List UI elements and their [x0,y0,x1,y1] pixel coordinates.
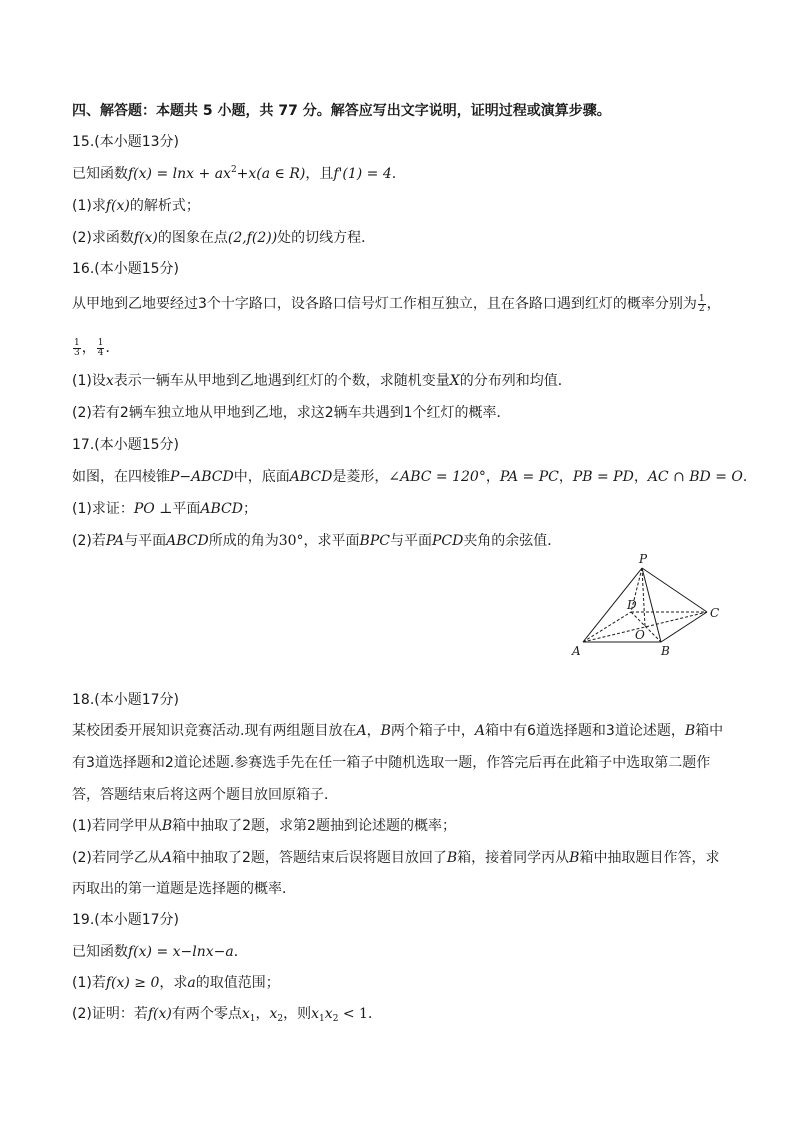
q16-header: 16.(本小题15分) [72,261,180,277]
q17-part1: (1)求证：PO ⊥平面ABCD； [72,501,257,517]
q15-stem: 已知函数$f(x) = \ln x + ax^2+x(a$ ∈ R)，且f'(1) = 4. [72,165,397,182]
q16-part1: (1)设x表示一辆车从甲地到乙地遇到红灯的个数，求随机变量X的分布列和均值． [72,373,572,389]
q18-part2: (2)若同学乙从A箱中抽取了2题，答题结束后误将题目放回了B箱，接着同学丙从B箱中抽取题目作答，求 [72,850,720,866]
q19-part1: (1)若f(x) ≥ 0，求a的取值范围； [72,975,280,991]
q19-part2: (2)证明：若f(x)有两个零点$x_1$，$x_2$，则$x_1x_2 < 1$． [72,1006,382,1024]
vertex-label-C: C [710,606,720,620]
q15-part2: (2)求函数f(x)的图象在点(2,f(2))处的切线方程． [72,230,376,246]
q18-part1: (1)若同学甲从B箱中抽取了2题，求第2题抽到论述题的概率； [72,818,456,834]
vertex-label-A: A [572,644,581,658]
q19-stem: 已知函数f(x) = x−lnx−a． [72,944,248,960]
q16-stem-cont: $\frac{1}{3}$ ， $\frac{1}{4}$ ． [74,337,120,358]
q18-part2-cont: 丙取出的第一道题是选择题的概率． [72,881,296,897]
q16-stem: 从甲地到乙地要经过3个十字路口，设各路口信号灯工作相互独立，且在各路口遇到红灯的概率分别为 $\frac{1}{2}$ ， [72,293,721,314]
diagonal-AC [583,612,707,642]
section-header: 四、解答题：本题共 5 小题，共 77 分。解答应写出文字说明，证明过程或演算步骤。 [72,103,611,119]
fraction-one-half: $\frac{1}{2}$ [698,293,705,314]
q18-stem-line1: 某校团委开展知识竞赛活动.现有两组题目放在A，B两个箱子中，A箱中有6道选择题和3道论述题，B箱中 [72,723,724,739]
q17-part2: (2)若PA与平面ABCD所成的角为30°，求平面BPC与平面PCD夹角的余弦值． [72,533,562,549]
q15-header: 15.(本小题13分) [72,134,180,150]
fraction-one-quarter: $\frac{1}{4}$ [97,337,104,358]
vertex-label-B: B [661,644,670,658]
q15-part1: (1)求f(x)的解析式； [72,198,200,214]
q19-header: 19.(本小题17分) [72,912,180,928]
vertex-label-D: D [627,598,637,612]
q18-stem-line3: 答，答题结束后将这两个题目放回原箱子． [72,787,338,803]
q16-part2: (2)若有2辆车独立地从甲地到乙地，求这2辆车共遇到1个红灯的概率． [72,405,511,421]
q18-stem-line2: 有3道选择题和2道论述题.参赛选手先在任一箱子中随机选取一题，作答完后再在此箱子中选取第二题作 [72,755,711,771]
q18-header: 18.(本小题17分) [72,692,180,708]
vertex-label-P: P [639,552,648,566]
q17-header: 17.(本小题15分) [72,437,180,453]
fraction-one-third: $\frac{1}{3}$ [74,337,80,358]
edge-AD [583,612,631,642]
edge-BC [661,612,707,642]
vertex-label-O: O [635,628,645,642]
q17-stem: 如图，在四棱锥P−ABCD中，底面ABCD是菱形，∠ABC = 120°，PA = PC，PB = PD，AC ∩ BD = O． [72,469,757,485]
pyramid-figure [565,550,730,660]
